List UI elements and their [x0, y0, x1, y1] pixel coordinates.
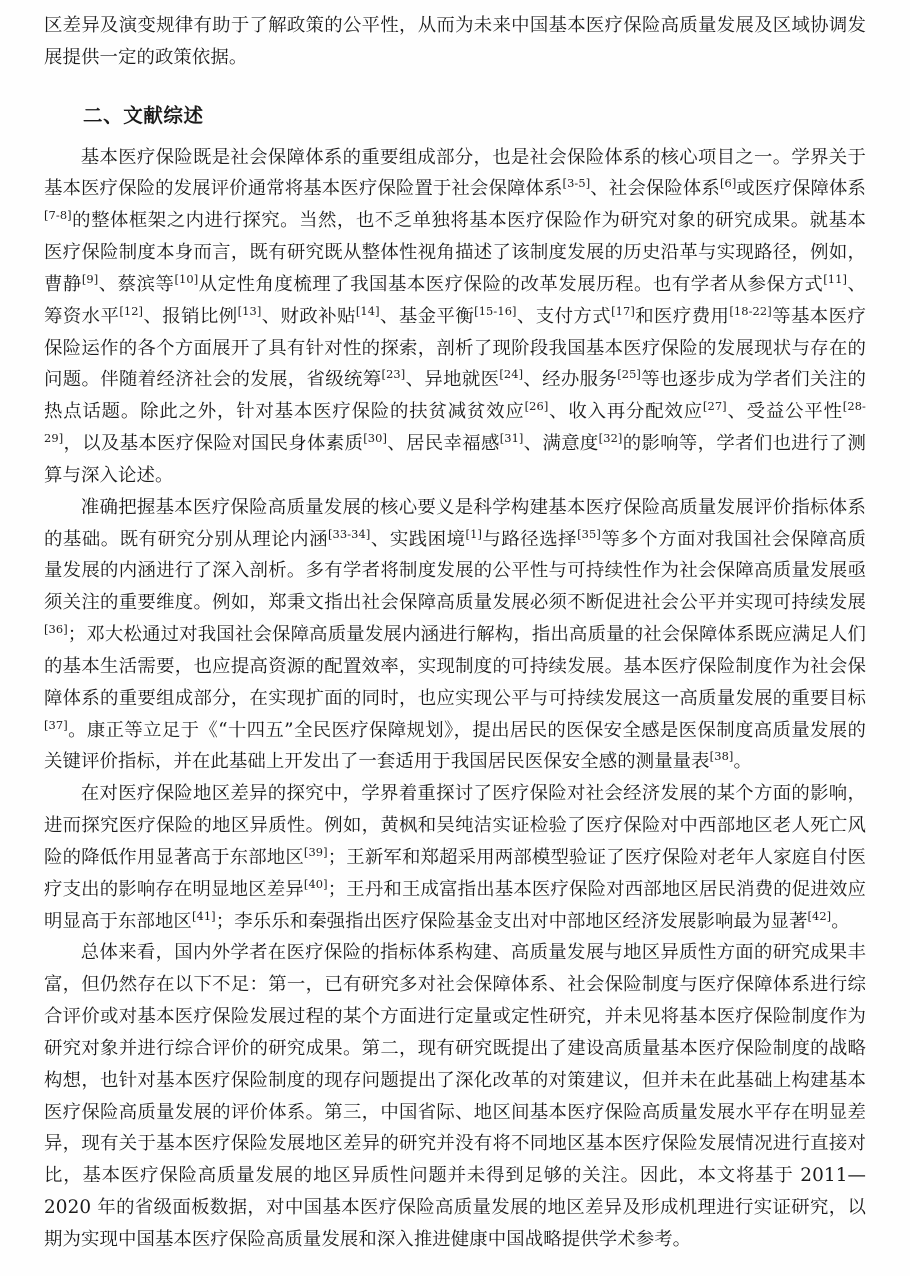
body-paragraph-4: 总体来看，国内外学者在医疗保险的指标体系构建、高质量发展与地区异质性方面的研究成果丰富，但仍然存在以下不足：第一，已有研究多对社会保障体系、社会保险制度与医疗保障体系进行综合评价或对基本医疗保险发展过程的某个方面进行定量或定性研究，并未见将基本医疗保险制度作为研究对象并进行综合评价的研究成果。第二，现有研究既提出了建设高质量基本医疗保险制度的战略构想，也针对基本医疗保险制度的现存问题提出了深化改革的对策建议，但并未在此基础上构建基本医疗保险高质量发展的评价体系。第三，中国省际、地区间基本医疗保险高质量发展水平存在明显差异，现有关于基本医疗保险发展地区差异的研究并没有将不同地区基本医疗保险发展情况进行直接对比，基本医疗保险高质量发展的地区异质性问题并未得到足够的关注。因此，本文将基于 2011—2020 年的省级面板数据，对中国基本医疗保险高质量发展的地区差异及形成机理进行实证研究，以期为实现中国基本医疗保险高质量发展和深入推进健康中国战略提供学术参考。 [44, 942, 866, 1250]
body-paragraph-1: 基本医疗保险既是社会保障体系的重要组成部分，也是社会保险体系的核心项目之一。学界关于基本医疗保险的发展评价通常将基本医疗保险置于社会保障体系[3-5]、社会保险体系[6]或医疗保障体系[7-8]的整体框架之内进行探究。当然，也不乏单独将基本医疗保险作为研究对象的研究成果。就基本医疗保险制度本身而言，既有研究既从整体性视角描述了该制度发展的历史沿革与实现路径，例如，曹静[9]、蔡滨等[10]从定性角度梳理了我国基本医疗保险的改革发展历程。也有学者从参保方式[11]、筹资水平[12]、报销比例[13]、财政补贴[14]、基金平衡[15-16]、支付方式[17]和医疗费用[18-22]等基本医疗保险运作的各个方面展开了具有针对性的探索，剖析了现阶段我国基本医疗保险的发展现状与存在的问题。伴随着经济社会的发展，省级统筹[23]、异地就医[24]、经办服务[25]等也逐步成为学者们关注的热点话题。除此之外，针对基本医疗保险的扶贫减贫效应[26]、收入再分配效应[27]、受益公平性[28-29]，以及基本医疗保险对国民身体素质[30]、居民幸福感[31]、满意度[32]的影响等，学者们也进行了测算与深入论述。 [44, 146, 867, 486]
section-heading-literature-review: 二、文献综述 [83, 103, 204, 127]
paragraph-continuation: 区差异及演变规律有助于了解政策的公平性，从而为未来中国基本医疗保险高质量发展及区域协调发展提供一定的政策依据。 [44, 15, 866, 68]
body-paragraph-2: 准确把握基本医疗保险高质量发展的核心要义是科学构建基本医疗保险高质量发展评价指标体系的基础。既有研究分别从理论内涵[33-34]、实践困境[1]与路径选择[35]等多个方面对我国社会保障高质量发展的内涵进行了深入剖析。多有学者将制度发展的公平性与可持续性作为社会保障高质量发展亟须关注的重要维度。例如，郑秉文指出社会保障高质量发展必须不断促进社会公平并实现可持续发展[36]；邓大松通过对我国社会保障高质量发展内涵进行解构，指出高质量的社会保障体系既应满足人们的基本生活需要，也应提高资源的配置效率，实现制度的可持续发展。基本医疗保险制度作为社会保障体系的重要组成部分，在实现扩面的同时，也应实现公平与可持续发展这一高质量发展的重要目标[37]。康正等立足于《“十四五”全民医疗保障规划》，提出居民的医保安全感是医保制度高质量发展的关键评价指标，并在此基础上开发出了一套适用于我国居民医保安全感的测量量表[38]。 [44, 496, 866, 773]
body-paragraph-3: 在对医疗保险地区差异的探究中，学界着重探讨了医疗保险对社会经济发展的某个方面的影响，进而探究医疗保险的地区异质性。例如，黄枫和吴纯洁实证检验了医疗保险对中西部地区老人死亡风险的降低作用显著高于东部地区[39]；王新军和郑超采用两部模型验证了医疗保险对老年人家庭自付医疗支出的影响存在明显地区差异[40]；王丹和王成富指出基本医疗保险对西部地区居民消费的促进效应明显高于东部地区[41]；李乐乐和秦强指出医疗保险基金支出对中部地区经济发展影响最为显著[42]。 [44, 783, 866, 932]
